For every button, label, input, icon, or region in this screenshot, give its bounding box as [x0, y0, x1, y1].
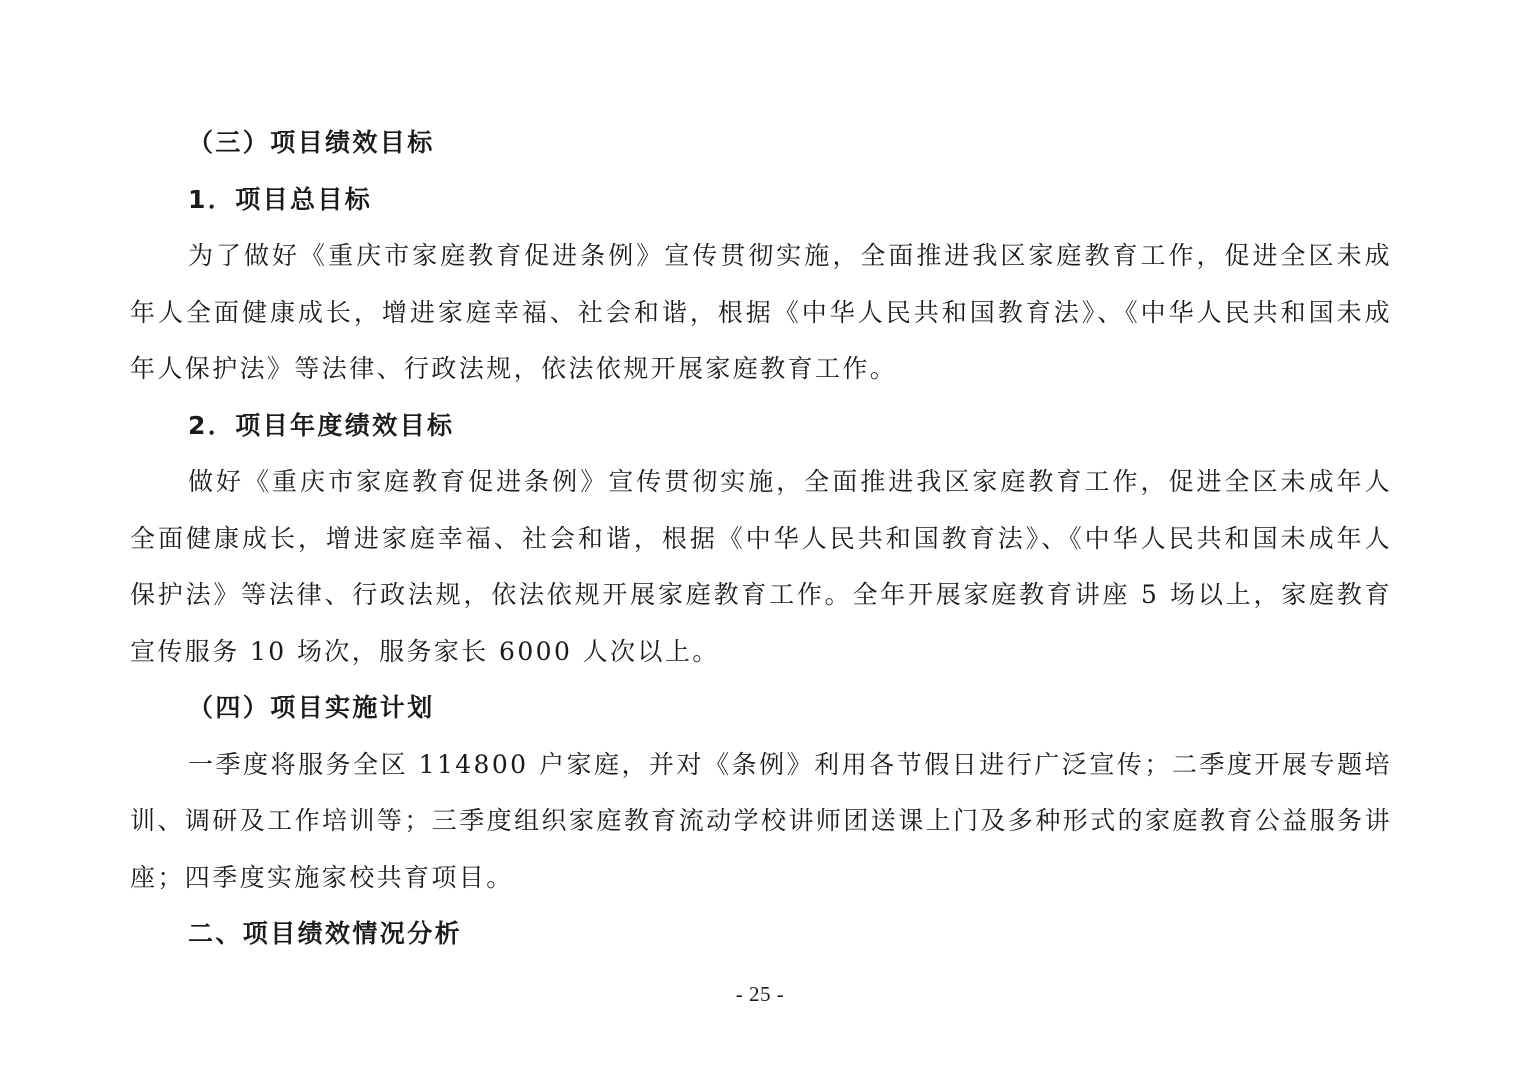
subheading-overall-goal: 1．项目总目标 [188, 184, 373, 214]
section-heading-project-performance-goals: （三）项目绩效目标 [188, 128, 435, 157]
document-body [130, 115, 1392, 963]
paragraph-implementation-plan: 一季度将服务全区 114800 户家庭，并对《条例》利用各节假日进行广泛宣传；二季度开展专题培训、调研及工作培训等；三季度组织家庭教育流动学校讲师团送课上门及多种形式的家庭教育公益服务讲座；四季度实施家校共育项目。 [130, 749, 1392, 892]
subheading-annual-goal: 2．项目年度绩效目标 [188, 410, 455, 440]
section-heading-implementation-plan: （四）项目实施计划 [188, 693, 435, 722]
page-number: - 25 - [735, 982, 785, 1006]
paragraph-annual-goal: 做好《重庆市家庭教育促进条例》宣传贯彻实施，全面推进我区家庭教育工作，促进全区未成年人全面健康成长，增进家庭幸福、社会和谐，根据《中华人民共和国教育法》、《中华人民共和国未成年人保护法》等法律、行政法规，依法依规开展家庭教育工作。全年开展家庭教育讲座 5 场以上，家庭教育宣传服务 10 场次，服务家长 6000 人次以上。 [130, 467, 1392, 666]
chapter-heading-performance-analysis: 二、项目绩效情况分析 [188, 919, 463, 948]
paragraph-overall-goal: 为了做好《重庆市家庭教育促进条例》宣传贯彻实施，全面推进我区家庭教育工作，促进全区未成年人全面健康成长，增进家庭幸福、社会和谐，根据《中华人民共和国教育法》、《中华人民共和国未成年人保护法》等法律、行政法规，依法依规开展家庭教育工作。 [130, 241, 1392, 383]
